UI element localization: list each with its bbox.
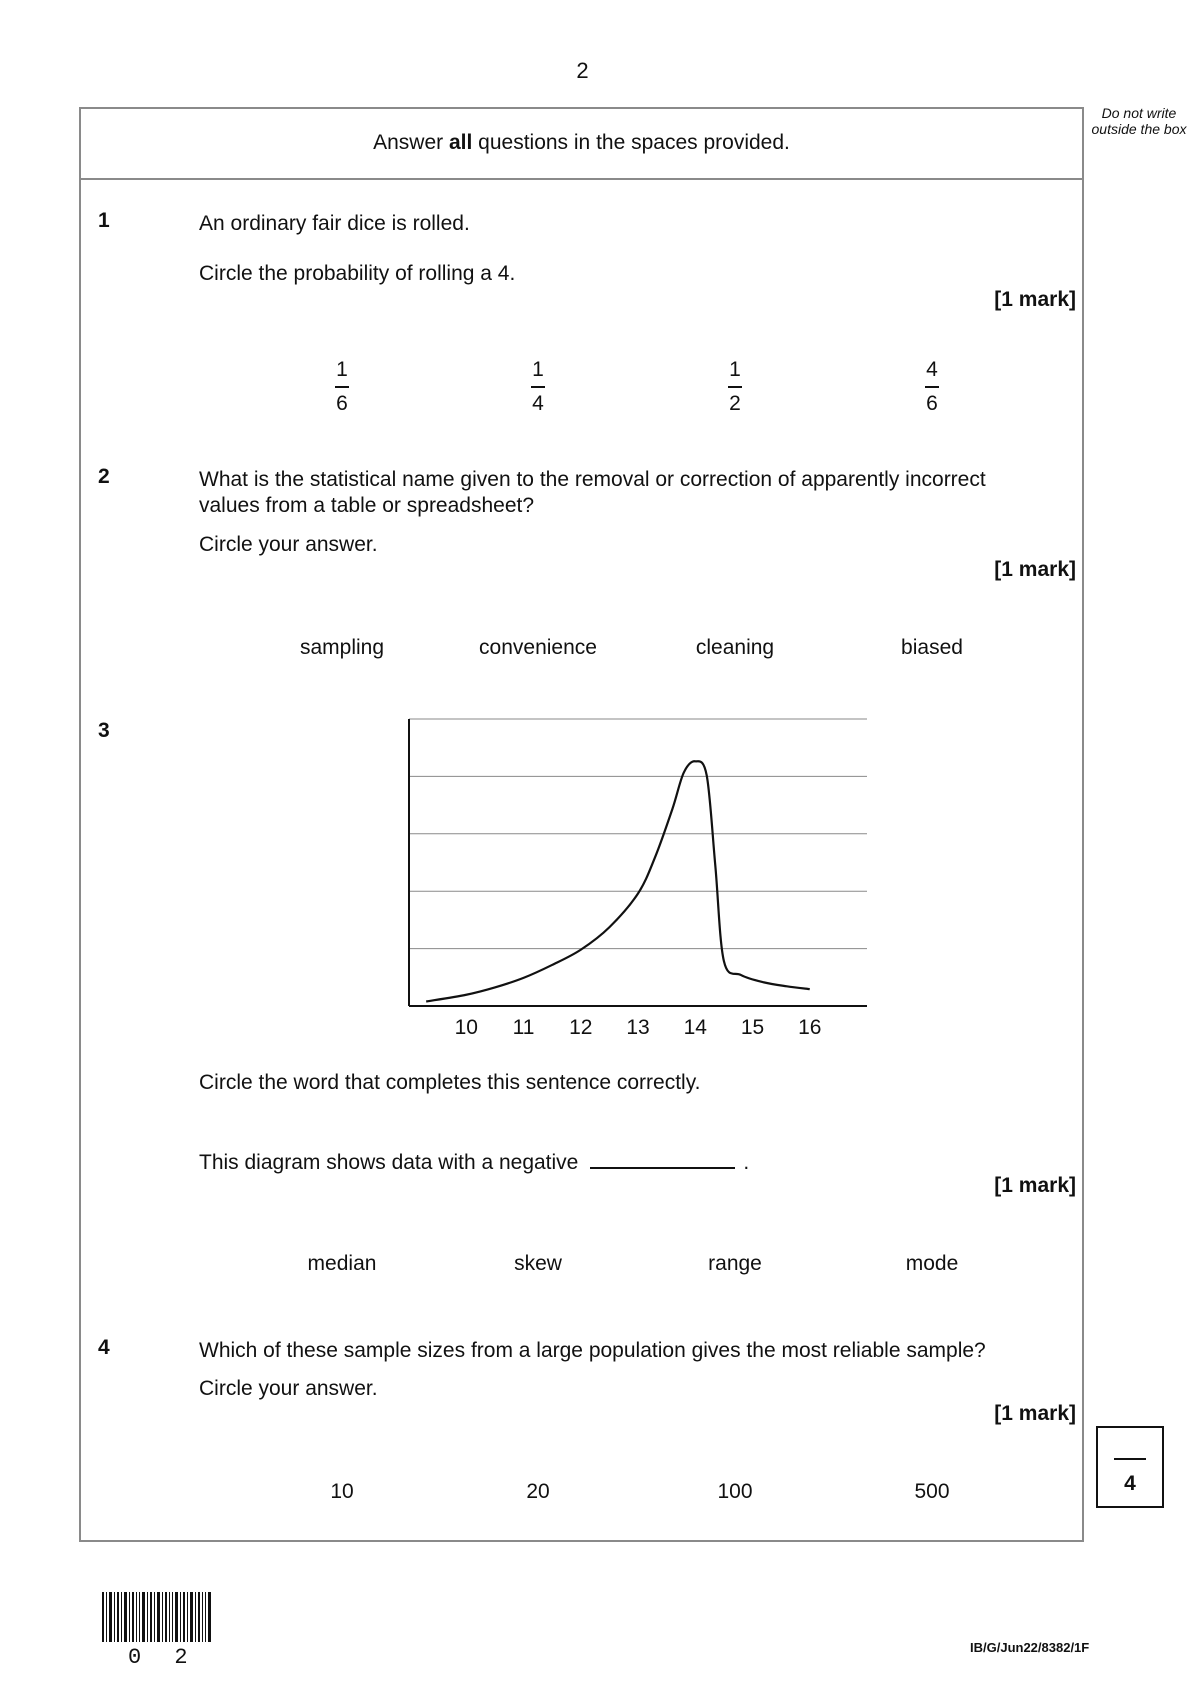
q1-option-1-6[interactable]: 1 6 xyxy=(336,358,348,415)
q1-option-4-6[interactable]: 4 6 xyxy=(926,358,938,415)
question-1-text: An ordinary fair dice is rolled. xyxy=(199,212,470,235)
page-score-box xyxy=(1096,1426,1164,1508)
chart-gridlines xyxy=(409,719,867,949)
q2-option-convenience[interactable]: convenience xyxy=(479,636,597,659)
answer-blank[interactable] xyxy=(590,1149,735,1169)
x-tick-label: 11 xyxy=(512,1016,535,1039)
question-2-text-line-2: values from a table or spreadsheet? xyxy=(199,494,535,517)
q2-option-sampling[interactable]: sampling xyxy=(299,636,385,659)
q1-option-1-4[interactable]: 1 4 xyxy=(532,358,544,415)
question-2-mark: [1 mark] xyxy=(994,558,1076,581)
question-4-text: Which of these sample sizes from a large population gives the most reliable sample? xyxy=(199,1339,986,1362)
q4-option-20[interactable]: 20 xyxy=(526,1480,550,1503)
x-tick-label: 14 xyxy=(683,1016,707,1039)
score-total: 4 xyxy=(1124,1472,1136,1495)
distribution-curve xyxy=(426,761,810,1001)
question-1-number: 1 xyxy=(98,209,110,232)
barcode xyxy=(102,1592,212,1642)
q3-option-range[interactable]: range xyxy=(708,1252,762,1275)
q2-option-biased[interactable]: biased xyxy=(901,636,963,659)
x-tick-label: 16 xyxy=(798,1016,822,1039)
question-3-mark: [1 mark] xyxy=(994,1174,1076,1197)
page-number: 2 xyxy=(576,58,589,83)
instruction: Answer all questions in the spaces provided. xyxy=(373,131,790,154)
question-4-number: 4 xyxy=(98,1336,110,1359)
question-3-sentence: This diagram shows data with a negative . xyxy=(199,1151,750,1174)
q4-option-100[interactable]: 100 xyxy=(717,1480,753,1503)
q4-option-10[interactable]: 10 xyxy=(330,1480,354,1503)
score-divider xyxy=(1114,1458,1146,1460)
chart-x-tick-labels xyxy=(455,1016,822,1039)
x-tick-label: 12 xyxy=(569,1016,593,1039)
instruction-emphasis: all xyxy=(448,131,473,154)
q3-option-median[interactable]: median xyxy=(307,1252,377,1275)
margin-note: Do not write outside the box xyxy=(1091,105,1187,137)
barcode-number: 0 2 xyxy=(128,1645,198,1670)
paper-reference: IB/G/Jun22/8382/1F xyxy=(970,1640,1090,1655)
q2-option-cleaning[interactable]: cleaning xyxy=(695,636,775,659)
q4-option-500[interactable]: 500 xyxy=(914,1480,950,1503)
question-2-text-line-1: What is the statistical name given to the removal or correction of apparently incorrect xyxy=(199,468,986,491)
question-4-mark: [1 mark] xyxy=(994,1402,1076,1425)
q3-option-mode[interactable]: mode xyxy=(905,1252,959,1275)
question-1-mark: [1 mark] xyxy=(994,288,1076,311)
x-tick-label: 10 xyxy=(454,1016,478,1039)
x-tick-label: 13 xyxy=(626,1016,650,1039)
x-tick-label: 15 xyxy=(740,1016,765,1039)
question-4-prompt: Circle your answer. xyxy=(199,1377,378,1400)
question-3-number: 3 xyxy=(98,719,110,742)
question-3-prompt: Circle the word that completes this sentence correctly. xyxy=(199,1071,701,1094)
q1-option-1-2[interactable]: 1 2 xyxy=(729,358,741,415)
question-2-number: 2 xyxy=(98,465,110,488)
question-2-prompt: Circle your answer. xyxy=(199,533,378,556)
q3-option-skew[interactable]: skew xyxy=(514,1252,562,1275)
question-1-prompt: Circle the probability of rolling a 4. xyxy=(199,262,516,285)
